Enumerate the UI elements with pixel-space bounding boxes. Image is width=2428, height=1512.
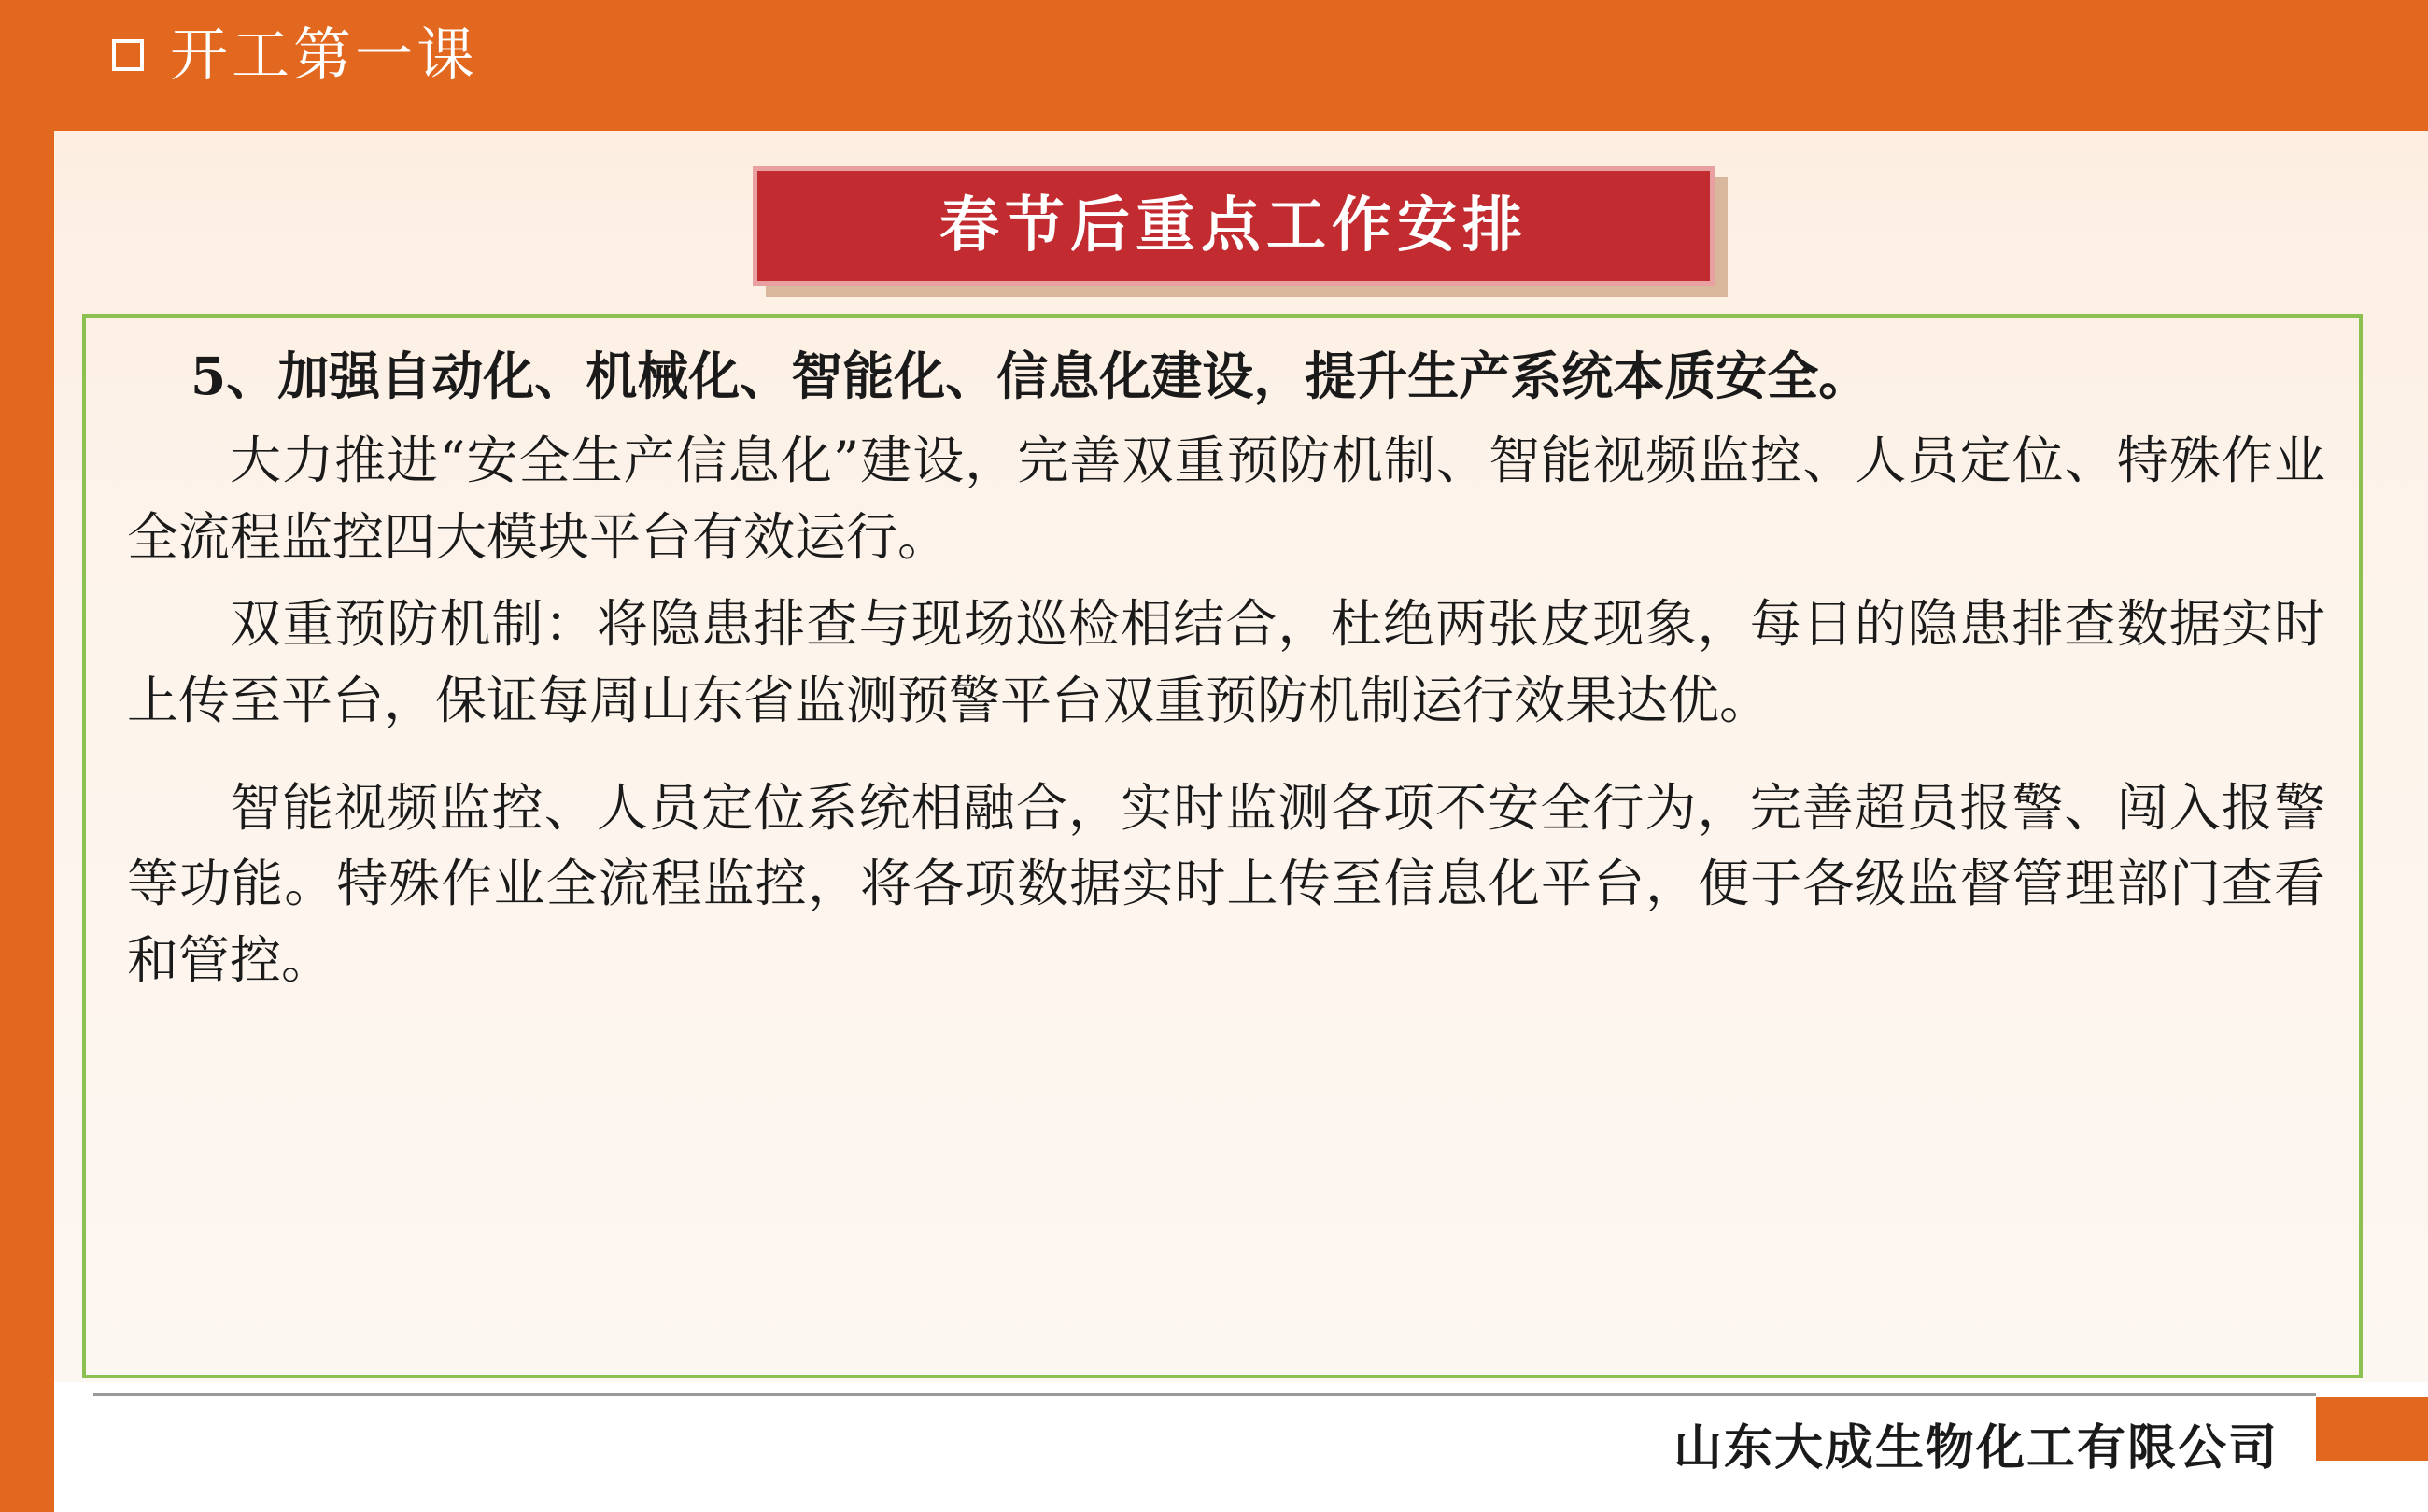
footer-divider bbox=[93, 1393, 2316, 1396]
square-outline-icon bbox=[112, 39, 144, 71]
paragraph-heading: 5、加强自动化、机械化、智能化、信息化建设，提升生产系统本质安全。 bbox=[191, 346, 1870, 406]
footer-company-name: 山东大成生物化工有限公司 bbox=[1673, 1420, 2279, 1477]
page-title: 开工第一课 bbox=[170, 21, 479, 89]
paragraph-1: 大力推进“安全生产信息化”建设，完善双重预防机制、智能视频监控、人员定位、特殊作业全流程监控四大模块平台有效运行。 bbox=[127, 431, 2325, 567]
section-title-text: 春节后重点工作安排 bbox=[939, 191, 1528, 261]
bottom-left-accent bbox=[0, 1382, 54, 1512]
paragraph-2: 双重预防机制：将隐患排查与现场巡检相结合，杜绝两张皮现象，每日的隐患排查数据实时上传至平台，保证每周山东省监测预警平台双重预防机制运行效果达优。 bbox=[127, 594, 2325, 730]
content-inner bbox=[86, 318, 2366, 1382]
paragraph-3: 智能视频监控、人员定位系统相融合，实时监测各项不安全行为，完善超员报警、闯入报警等功能。特殊作业全流程监控，将各项数据实时上传至信息化平台，便于各级监督管理部门查看和管控。 bbox=[127, 777, 2325, 990]
header-content bbox=[112, 21, 479, 89]
section-title-plate bbox=[753, 166, 1715, 286]
header-bar bbox=[0, 0, 2428, 131]
footer-accent-square bbox=[2316, 1397, 2428, 1461]
content-box bbox=[82, 314, 2363, 1378]
left-accent-band bbox=[0, 0, 54, 1512]
